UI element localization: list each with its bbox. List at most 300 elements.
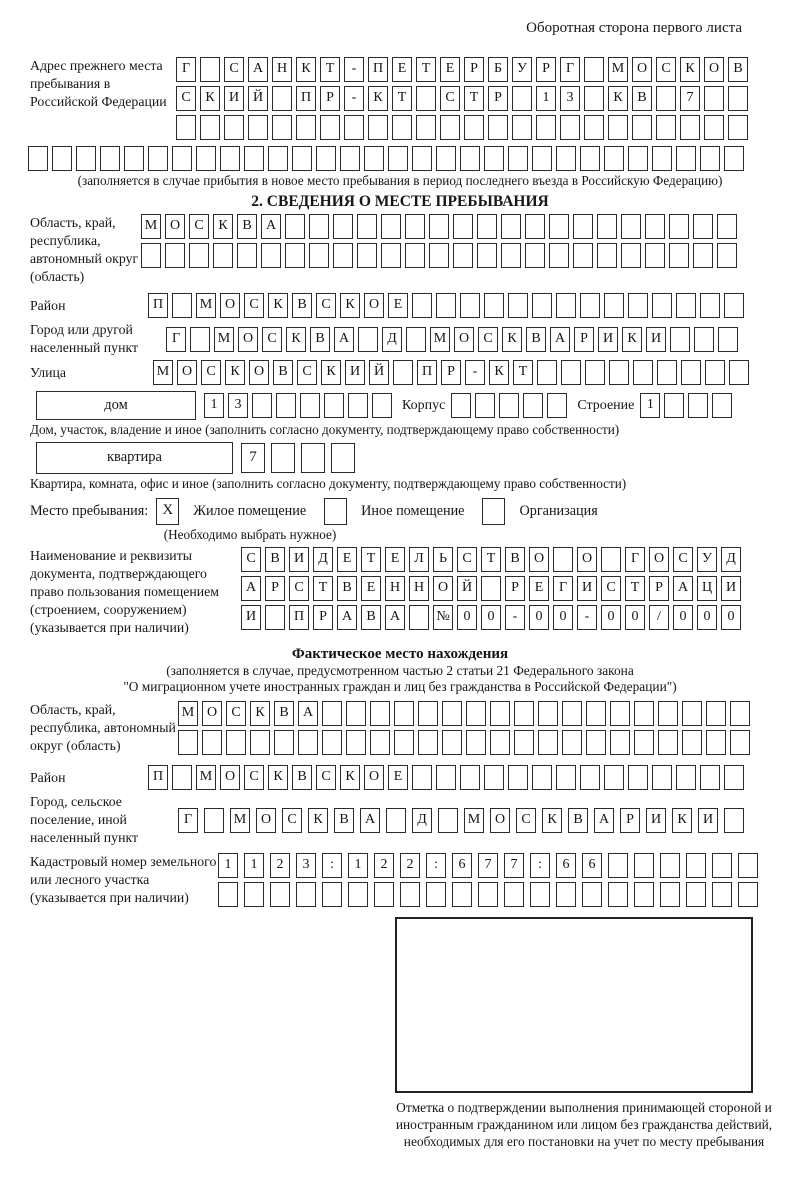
char-cell[interactable] bbox=[322, 730, 342, 755]
char-cell[interactable]: Г bbox=[625, 547, 645, 572]
char-cell[interactable] bbox=[484, 146, 504, 171]
char-cell[interactable] bbox=[482, 498, 505, 525]
char-cell[interactable]: В bbox=[505, 547, 525, 572]
char-cell[interactable]: Р bbox=[441, 360, 461, 385]
char-cell[interactable]: 1 bbox=[536, 86, 556, 111]
char-cell[interactable] bbox=[700, 765, 720, 790]
char-cell[interactable] bbox=[394, 730, 414, 755]
char-cell[interactable] bbox=[481, 576, 501, 601]
char-cell[interactable] bbox=[224, 115, 244, 140]
char-cell[interactable]: В bbox=[337, 576, 357, 601]
char-cell[interactable] bbox=[501, 214, 521, 239]
char-cell[interactable] bbox=[604, 293, 624, 318]
dom-field[interactable]: дом bbox=[36, 391, 196, 420]
char-cell[interactable]: Е bbox=[388, 765, 408, 790]
char-cell[interactable] bbox=[645, 243, 665, 268]
char-cell[interactable]: Р bbox=[536, 57, 556, 82]
char-cell[interactable] bbox=[298, 730, 318, 755]
char-cell[interactable] bbox=[100, 146, 120, 171]
char-cell[interactable] bbox=[440, 115, 460, 140]
char-cell[interactable] bbox=[244, 146, 264, 171]
char-cell[interactable] bbox=[276, 393, 296, 418]
char-cell[interactable] bbox=[141, 243, 161, 268]
char-cell[interactable]: / bbox=[649, 605, 669, 630]
char-cell[interactable] bbox=[346, 701, 366, 726]
char-cell[interactable] bbox=[436, 146, 456, 171]
char-cell[interactable]: П bbox=[289, 605, 309, 630]
char-cell[interactable]: 0 bbox=[721, 605, 741, 630]
fact-gorod-row[interactable] bbox=[178, 808, 750, 833]
char-cell[interactable]: 3 bbox=[228, 393, 248, 418]
char-cell[interactable] bbox=[694, 327, 714, 352]
char-cell[interactable] bbox=[165, 243, 185, 268]
char-cell[interactable] bbox=[712, 393, 732, 418]
char-cell[interactable] bbox=[728, 86, 748, 111]
char-cell[interactable] bbox=[652, 146, 672, 171]
char-cell[interactable]: Р bbox=[649, 576, 669, 601]
char-cell[interactable] bbox=[693, 214, 713, 239]
char-cell[interactable] bbox=[706, 701, 726, 726]
char-cell[interactable] bbox=[271, 443, 295, 473]
char-cell[interactable]: 0 bbox=[625, 605, 645, 630]
char-cell[interactable] bbox=[573, 243, 593, 268]
char-cell[interactable]: Д bbox=[721, 547, 741, 572]
char-cell[interactable] bbox=[322, 701, 342, 726]
char-cell[interactable] bbox=[218, 882, 238, 907]
char-cell[interactable] bbox=[586, 730, 606, 755]
prev-address-row-4[interactable] bbox=[28, 146, 800, 171]
char-cell[interactable]: А bbox=[360, 808, 380, 833]
char-cell[interactable]: К bbox=[340, 765, 360, 790]
char-cell[interactable]: М bbox=[214, 327, 234, 352]
char-cell[interactable] bbox=[451, 393, 471, 418]
char-cell[interactable] bbox=[438, 808, 458, 833]
char-cell[interactable]: В bbox=[265, 547, 285, 572]
char-cell[interactable] bbox=[632, 115, 652, 140]
char-cell[interactable]: Е bbox=[388, 293, 408, 318]
char-cell[interactable]: 0 bbox=[457, 605, 477, 630]
char-cell[interactable] bbox=[406, 327, 426, 352]
char-cell[interactable]: О bbox=[490, 808, 510, 833]
char-cell[interactable] bbox=[717, 214, 737, 239]
char-cell[interactable]: Е bbox=[529, 576, 549, 601]
char-cell[interactable] bbox=[729, 360, 749, 385]
char-cell[interactable]: К bbox=[680, 57, 700, 82]
char-cell[interactable]: С bbox=[440, 86, 460, 111]
char-cell[interactable]: Й bbox=[369, 360, 389, 385]
char-cell[interactable] bbox=[693, 243, 713, 268]
char-cell[interactable]: П bbox=[148, 765, 168, 790]
char-cell[interactable]: М bbox=[178, 701, 198, 726]
char-cell[interactable]: : bbox=[530, 853, 550, 878]
char-cell[interactable]: 1 bbox=[244, 853, 264, 878]
char-cell[interactable]: X bbox=[156, 498, 179, 525]
char-cell[interactable]: А bbox=[241, 576, 261, 601]
fact-oblast-row-2[interactable] bbox=[178, 730, 754, 755]
char-cell[interactable]: К bbox=[672, 808, 692, 833]
char-cell[interactable] bbox=[172, 293, 192, 318]
char-cell[interactable]: 7 bbox=[478, 853, 498, 878]
char-cell[interactable]: С bbox=[656, 57, 676, 82]
char-cell[interactable]: А bbox=[261, 214, 281, 239]
char-cell[interactable] bbox=[738, 882, 758, 907]
char-cell[interactable]: Т bbox=[392, 86, 412, 111]
char-cell[interactable] bbox=[418, 730, 438, 755]
char-cell[interactable]: 7 bbox=[241, 443, 265, 473]
char-cell[interactable] bbox=[475, 393, 495, 418]
char-cell[interactable] bbox=[268, 146, 288, 171]
char-cell[interactable]: Т bbox=[513, 360, 533, 385]
char-cell[interactable] bbox=[585, 360, 605, 385]
char-cell[interactable]: О bbox=[220, 765, 240, 790]
kvartira-number-row[interactable] bbox=[241, 443, 361, 473]
char-cell[interactable] bbox=[250, 730, 270, 755]
char-cell[interactable] bbox=[436, 765, 456, 790]
char-cell[interactable]: К bbox=[502, 327, 522, 352]
char-cell[interactable]: В bbox=[728, 57, 748, 82]
char-cell[interactable] bbox=[309, 243, 329, 268]
char-cell[interactable]: К bbox=[296, 57, 316, 82]
char-cell[interactable] bbox=[300, 393, 320, 418]
char-cell[interactable]: Е bbox=[337, 547, 357, 572]
char-cell[interactable] bbox=[226, 730, 246, 755]
char-cell[interactable] bbox=[717, 243, 737, 268]
char-cell[interactable] bbox=[686, 882, 706, 907]
char-cell[interactable] bbox=[412, 293, 432, 318]
char-cell[interactable] bbox=[309, 214, 329, 239]
char-cell[interactable] bbox=[501, 243, 521, 268]
char-cell[interactable]: Ь bbox=[433, 547, 453, 572]
char-cell[interactable] bbox=[682, 730, 702, 755]
char-cell[interactable] bbox=[532, 146, 552, 171]
char-cell[interactable]: С bbox=[316, 293, 336, 318]
char-cell[interactable] bbox=[556, 293, 576, 318]
char-cell[interactable]: Е bbox=[440, 57, 460, 82]
char-cell[interactable]: С bbox=[516, 808, 536, 833]
char-cell[interactable]: О bbox=[220, 293, 240, 318]
char-cell[interactable]: В bbox=[274, 701, 294, 726]
char-cell[interactable] bbox=[610, 730, 630, 755]
kadastr-row-2[interactable] bbox=[218, 882, 764, 907]
char-cell[interactable]: 0 bbox=[529, 605, 549, 630]
char-cell[interactable] bbox=[686, 853, 706, 878]
char-cell[interactable] bbox=[573, 214, 593, 239]
char-cell[interactable]: И bbox=[646, 808, 666, 833]
char-cell[interactable]: А bbox=[550, 327, 570, 352]
char-cell[interactable]: О bbox=[364, 765, 384, 790]
char-cell[interactable] bbox=[556, 882, 576, 907]
char-cell[interactable]: У bbox=[697, 547, 717, 572]
char-cell[interactable]: Т bbox=[481, 547, 501, 572]
char-cell[interactable] bbox=[676, 293, 696, 318]
char-cell[interactable] bbox=[176, 115, 196, 140]
char-cell[interactable]: К bbox=[286, 327, 306, 352]
char-cell[interactable]: С bbox=[282, 808, 302, 833]
char-cell[interactable] bbox=[549, 214, 569, 239]
dom-number-row[interactable] bbox=[204, 393, 396, 418]
char-cell[interactable] bbox=[488, 115, 508, 140]
char-cell[interactable] bbox=[628, 146, 648, 171]
char-cell[interactable] bbox=[724, 765, 744, 790]
char-cell[interactable]: П bbox=[368, 57, 388, 82]
char-cell[interactable] bbox=[324, 393, 344, 418]
char-cell[interactable] bbox=[664, 393, 684, 418]
char-cell[interactable] bbox=[504, 882, 524, 907]
char-cell[interactable] bbox=[484, 765, 504, 790]
char-cell[interactable] bbox=[416, 86, 436, 111]
char-cell[interactable] bbox=[484, 293, 504, 318]
char-cell[interactable]: : bbox=[426, 853, 446, 878]
char-cell[interactable]: В bbox=[632, 86, 652, 111]
char-cell[interactable] bbox=[172, 146, 192, 171]
char-cell[interactable] bbox=[652, 765, 672, 790]
char-cell[interactable] bbox=[490, 730, 510, 755]
char-cell[interactable] bbox=[580, 146, 600, 171]
char-cell[interactable]: 0 bbox=[601, 605, 621, 630]
char-cell[interactable] bbox=[705, 360, 725, 385]
char-cell[interactable] bbox=[658, 730, 678, 755]
char-cell[interactable]: В bbox=[310, 327, 330, 352]
char-cell[interactable]: № bbox=[433, 605, 453, 630]
char-cell[interactable]: П bbox=[417, 360, 437, 385]
char-cell[interactable] bbox=[178, 730, 198, 755]
char-cell[interactable]: М bbox=[196, 293, 216, 318]
checkbox-inoe[interactable] bbox=[324, 498, 351, 525]
char-cell[interactable]: - bbox=[505, 605, 525, 630]
char-cell[interactable]: Ц bbox=[697, 576, 717, 601]
char-cell[interactable] bbox=[525, 243, 545, 268]
char-cell[interactable] bbox=[274, 730, 294, 755]
char-cell[interactable] bbox=[148, 146, 168, 171]
char-cell[interactable] bbox=[730, 701, 750, 726]
char-cell[interactable]: К bbox=[268, 765, 288, 790]
char-cell[interactable] bbox=[604, 146, 624, 171]
char-cell[interactable]: Г bbox=[178, 808, 198, 833]
char-cell[interactable] bbox=[514, 730, 534, 755]
char-cell[interactable]: О bbox=[202, 701, 222, 726]
char-cell[interactable]: К bbox=[308, 808, 328, 833]
char-cell[interactable] bbox=[466, 701, 486, 726]
char-cell[interactable]: О bbox=[177, 360, 197, 385]
char-cell[interactable] bbox=[538, 730, 558, 755]
char-cell[interactable] bbox=[381, 243, 401, 268]
char-cell[interactable]: Р bbox=[265, 576, 285, 601]
char-cell[interactable] bbox=[409, 605, 429, 630]
char-cell[interactable]: А bbox=[298, 701, 318, 726]
char-cell[interactable] bbox=[453, 214, 473, 239]
char-cell[interactable] bbox=[429, 243, 449, 268]
char-cell[interactable] bbox=[680, 115, 700, 140]
char-cell[interactable] bbox=[525, 214, 545, 239]
char-cell[interactable]: П bbox=[148, 293, 168, 318]
char-cell[interactable]: Р bbox=[488, 86, 508, 111]
char-cell[interactable] bbox=[270, 882, 290, 907]
char-cell[interactable] bbox=[523, 393, 543, 418]
char-cell[interactable] bbox=[248, 115, 268, 140]
char-cell[interactable] bbox=[549, 243, 569, 268]
char-cell[interactable] bbox=[301, 443, 325, 473]
char-cell[interactable]: Р bbox=[464, 57, 484, 82]
char-cell[interactable] bbox=[490, 701, 510, 726]
oblast-row-1[interactable] bbox=[141, 214, 741, 239]
char-cell[interactable]: Д bbox=[382, 327, 402, 352]
char-cell[interactable]: О bbox=[238, 327, 258, 352]
char-cell[interactable] bbox=[172, 765, 192, 790]
char-cell[interactable] bbox=[676, 765, 696, 790]
char-cell[interactable] bbox=[660, 853, 680, 878]
char-cell[interactable] bbox=[477, 214, 497, 239]
char-cell[interactable]: 7 bbox=[504, 853, 524, 878]
char-cell[interactable] bbox=[252, 393, 272, 418]
char-cell[interactable] bbox=[670, 327, 690, 352]
char-cell[interactable] bbox=[368, 115, 388, 140]
char-cell[interactable] bbox=[400, 882, 420, 907]
char-cell[interactable] bbox=[508, 293, 528, 318]
char-cell[interactable]: М bbox=[608, 57, 628, 82]
char-cell[interactable]: О bbox=[632, 57, 652, 82]
char-cell[interactable]: П bbox=[296, 86, 316, 111]
char-cell[interactable]: Е bbox=[361, 576, 381, 601]
char-cell[interactable] bbox=[561, 360, 581, 385]
char-cell[interactable] bbox=[333, 214, 353, 239]
char-cell[interactable]: В bbox=[292, 293, 312, 318]
char-cell[interactable] bbox=[656, 115, 676, 140]
char-cell[interactable] bbox=[381, 214, 401, 239]
char-cell[interactable] bbox=[364, 146, 384, 171]
char-cell[interactable] bbox=[700, 293, 720, 318]
char-cell[interactable] bbox=[560, 115, 580, 140]
char-cell[interactable]: Т bbox=[361, 547, 381, 572]
char-cell[interactable] bbox=[633, 360, 653, 385]
char-cell[interactable] bbox=[609, 360, 629, 385]
char-cell[interactable]: В bbox=[334, 808, 354, 833]
char-cell[interactable]: Е bbox=[385, 547, 405, 572]
char-cell[interactable] bbox=[344, 115, 364, 140]
char-cell[interactable] bbox=[580, 293, 600, 318]
char-cell[interactable]: К bbox=[200, 86, 220, 111]
char-cell[interactable] bbox=[346, 730, 366, 755]
kvartira-field[interactable]: квартира bbox=[36, 442, 233, 474]
char-cell[interactable]: С bbox=[478, 327, 498, 352]
char-cell[interactable] bbox=[429, 214, 449, 239]
char-cell[interactable] bbox=[582, 882, 602, 907]
char-cell[interactable]: 0 bbox=[553, 605, 573, 630]
char-cell[interactable]: : bbox=[322, 853, 342, 878]
char-cell[interactable]: Р bbox=[574, 327, 594, 352]
char-cell[interactable] bbox=[372, 393, 392, 418]
korpus-row[interactable] bbox=[451, 393, 571, 418]
char-cell[interactable] bbox=[562, 730, 582, 755]
char-cell[interactable]: 1 bbox=[218, 853, 238, 878]
char-cell[interactable]: Т bbox=[416, 57, 436, 82]
char-cell[interactable] bbox=[296, 115, 316, 140]
char-cell[interactable] bbox=[324, 498, 347, 525]
char-cell[interactable] bbox=[464, 115, 484, 140]
char-cell[interactable]: 3 bbox=[296, 853, 316, 878]
char-cell[interactable] bbox=[681, 360, 701, 385]
char-cell[interactable] bbox=[652, 293, 672, 318]
char-cell[interactable]: М bbox=[430, 327, 450, 352]
char-cell[interactable]: 1 bbox=[204, 393, 224, 418]
char-cell[interactable] bbox=[370, 730, 390, 755]
char-cell[interactable] bbox=[442, 730, 462, 755]
char-cell[interactable] bbox=[244, 882, 264, 907]
char-cell[interactable]: М bbox=[141, 214, 161, 239]
char-cell[interactable]: В bbox=[237, 214, 257, 239]
char-cell[interactable]: Г bbox=[176, 57, 196, 82]
char-cell[interactable] bbox=[394, 701, 414, 726]
char-cell[interactable]: И bbox=[241, 605, 261, 630]
char-cell[interactable] bbox=[392, 115, 412, 140]
char-cell[interactable]: - bbox=[344, 86, 364, 111]
char-cell[interactable]: Н bbox=[272, 57, 292, 82]
char-cell[interactable]: С bbox=[316, 765, 336, 790]
checkbox-zhiloe[interactable] bbox=[156, 498, 183, 525]
char-cell[interactable] bbox=[52, 146, 72, 171]
char-cell[interactable] bbox=[656, 86, 676, 111]
char-cell[interactable] bbox=[477, 243, 497, 268]
char-cell[interactable] bbox=[213, 243, 233, 268]
char-cell[interactable]: К bbox=[608, 86, 628, 111]
char-cell[interactable] bbox=[669, 214, 689, 239]
char-cell[interactable] bbox=[634, 882, 654, 907]
char-cell[interactable] bbox=[374, 882, 394, 907]
char-cell[interactable]: И bbox=[598, 327, 618, 352]
char-cell[interactable]: Р bbox=[313, 605, 333, 630]
char-cell[interactable]: О bbox=[649, 547, 669, 572]
char-cell[interactable]: В bbox=[273, 360, 293, 385]
char-cell[interactable] bbox=[728, 115, 748, 140]
char-cell[interactable]: 1 bbox=[348, 853, 368, 878]
prev-address-row-2[interactable] bbox=[176, 86, 752, 111]
char-cell[interactable] bbox=[478, 882, 498, 907]
gorod-row[interactable] bbox=[166, 327, 742, 352]
char-cell[interactable] bbox=[688, 393, 708, 418]
char-cell[interactable]: 6 bbox=[452, 853, 472, 878]
char-cell[interactable] bbox=[237, 243, 257, 268]
char-cell[interactable] bbox=[442, 701, 462, 726]
char-cell[interactable] bbox=[358, 327, 378, 352]
char-cell[interactable] bbox=[331, 443, 355, 473]
char-cell[interactable] bbox=[657, 360, 677, 385]
char-cell[interactable]: С bbox=[673, 547, 693, 572]
char-cell[interactable] bbox=[76, 146, 96, 171]
char-cell[interactable]: И bbox=[289, 547, 309, 572]
char-cell[interactable]: К bbox=[213, 214, 233, 239]
char-cell[interactable]: К bbox=[489, 360, 509, 385]
fact-raion-row[interactable] bbox=[148, 765, 748, 790]
char-cell[interactable]: Д bbox=[313, 547, 333, 572]
char-cell[interactable]: В bbox=[361, 605, 381, 630]
char-cell[interactable]: А bbox=[334, 327, 354, 352]
char-cell[interactable]: О bbox=[433, 576, 453, 601]
char-cell[interactable] bbox=[604, 765, 624, 790]
char-cell[interactable] bbox=[645, 214, 665, 239]
char-cell[interactable]: В bbox=[568, 808, 588, 833]
char-cell[interactable] bbox=[196, 146, 216, 171]
char-cell[interactable] bbox=[348, 882, 368, 907]
char-cell[interactable] bbox=[718, 327, 738, 352]
char-cell[interactable]: В bbox=[292, 765, 312, 790]
char-cell[interactable]: С bbox=[226, 701, 246, 726]
char-cell[interactable] bbox=[370, 701, 390, 726]
char-cell[interactable] bbox=[724, 808, 744, 833]
char-cell[interactable] bbox=[272, 86, 292, 111]
char-cell[interactable] bbox=[658, 701, 678, 726]
char-cell[interactable] bbox=[453, 243, 473, 268]
char-cell[interactable] bbox=[202, 730, 222, 755]
char-cell[interactable] bbox=[189, 243, 209, 268]
